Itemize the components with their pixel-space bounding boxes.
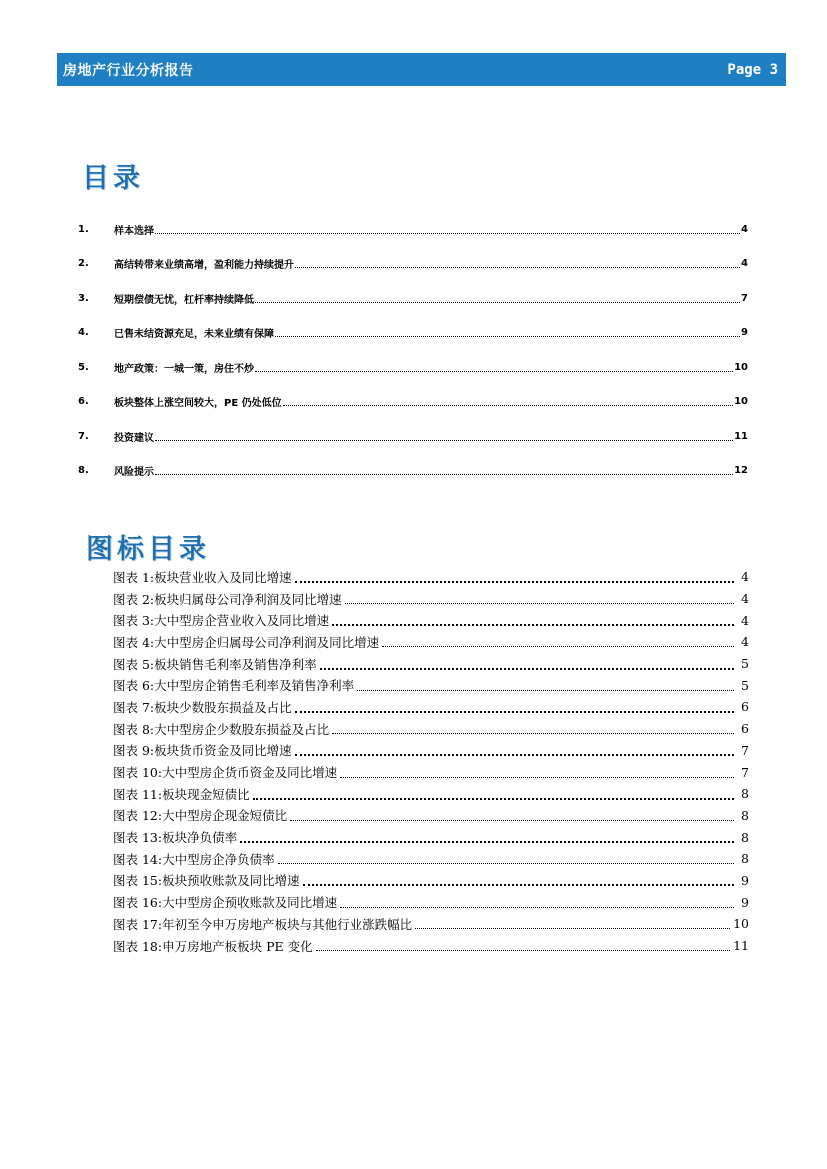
figure-item[interactable] [113,653,749,675]
dot-leader [278,863,734,864]
figure-item[interactable] [113,848,749,870]
dot-leader [155,440,733,441]
figure-item-page: 4 [741,569,749,585]
toc-item-page: 11 [734,430,748,442]
figure-item-label: 图表 9:板块货币资金及同比增速 [113,743,292,759]
toc-item-number: 2. [78,258,89,270]
figure-item-label: 图表 15:板块预收账款及同比增速 [113,873,300,889]
figure-item-page: 6 [741,721,749,737]
toc-item-title: 地产政策：一城一策，房住不炒 [114,363,254,375]
toc-item-number: 4. [78,327,89,339]
report-title: 房地产行业分析报告 [63,62,194,79]
toc-item-title: 已售未结资源充足，未来业绩有保障 [114,329,274,341]
figure-item-label: 图表 1:板块营业收入及同比增速 [113,569,292,585]
dot-leader [415,928,730,929]
figure-item-label: 图表 2:板块归属母公司净利润及同比增速 [113,591,342,607]
figure-item-label: 图表 10:大中型房企货币资金及同比增速 [113,765,338,781]
page-number: Page 3 [727,61,778,78]
toc-item-title: 样本选择 [114,225,154,237]
figure-item-label: 图表 11:板块现金短债比 [113,786,250,802]
figure-item-label: 图表 14:大中型房企净负债率 [113,851,275,867]
figure-item[interactable] [113,566,749,588]
dot-leader [332,624,734,626]
figure-item-page: 4 [741,591,749,607]
figure-list-heading: 图标目录 [86,534,210,565]
figure-item-page: 4 [741,634,749,650]
figure-item-label: 图表 12:大中型房企现金短债比 [113,808,288,824]
figure-item-label: 图表 6:大中型房企销售毛利率及销售净利率 [113,678,355,694]
figure-item[interactable] [113,870,749,892]
toc-item-number: 3. [78,292,89,304]
figure-item-label: 图表 5:板块销售毛利率及销售净利率 [113,656,317,672]
toc-item[interactable] [78,247,748,282]
dot-leader [275,336,740,337]
figure-item[interactable] [113,674,749,696]
toc-item-page: 4 [741,223,748,235]
figure-list [113,566,749,956]
figure-item-label: 图表 16:大中型房企预收账款及同比增速 [113,895,338,911]
toc-item-page: 4 [741,258,748,270]
figure-item-page: 7 [741,742,749,758]
toc-heading: 目录 [82,163,144,194]
figure-item[interactable] [113,783,749,805]
toc-item[interactable] [78,316,748,351]
figure-item[interactable] [113,761,749,783]
toc-item[interactable] [78,212,748,247]
toc-item-page: 9 [741,327,748,339]
toc-item-number: 7. [78,430,89,442]
figure-item[interactable] [113,740,749,762]
figure-item[interactable] [113,609,749,631]
dot-leader [155,474,733,475]
figure-item-page: 8 [741,829,749,845]
dot-leader [316,950,731,951]
figure-item-page: 8 [741,851,749,867]
figure-item[interactable] [113,805,749,827]
figure-item-label: 图表 18:申万房地产板板块 PE 变化 [113,938,313,954]
toc-item-number: 1. [78,223,89,235]
figure-item-label: 图表 17:年初至今申万房地产板块与其他行业涨跌幅比 [113,916,413,932]
toc-item-page: 12 [734,465,748,477]
figure-item-page: 4 [741,612,749,628]
toc-item[interactable] [78,350,748,385]
toc-item-title: 高结转带来业绩高增，盈利能力持续提升 [114,260,294,272]
toc-item[interactable] [78,385,748,420]
dot-leader [295,581,734,583]
toc-item[interactable] [78,281,748,316]
toc-item-title: 短期偿债无忧，杠杆率持续降低 [114,294,254,306]
figure-item-label: 图表 3:大中型房企营业收入及同比增速 [113,613,330,629]
figure-item[interactable] [113,826,749,848]
figure-item-page: 9 [741,872,749,888]
dot-leader [295,267,740,268]
toc-item-page: 10 [734,361,748,373]
figure-item-page: 11 [733,938,749,954]
dot-leader [155,233,740,234]
toc-item-number: 8. [78,465,89,477]
dot-leader [283,405,733,406]
dot-leader [332,733,734,734]
figure-item[interactable] [113,588,749,610]
header-bar [57,53,786,86]
dot-leader [295,754,734,756]
dot-leader [240,841,734,843]
toc-item-title: 投资建议 [114,432,154,444]
toc-item[interactable] [78,419,748,454]
figure-item[interactable] [113,631,749,653]
dot-leader [253,798,734,800]
toc-item[interactable] [78,454,748,489]
figure-item-label: 图表 7:板块少数股东损益及占比 [113,699,292,715]
toc-item-title: 板块整体上涨空间较大，PE 仍处低位 [114,398,282,410]
figure-item-page: 9 [741,894,749,910]
dot-leader [382,646,734,647]
figure-item-page: 6 [741,699,749,715]
figure-item-page: 5 [741,656,749,672]
dot-leader [303,884,734,886]
figure-item-label: 图表 4:大中型房企归属母公司净利润及同比增速 [113,634,380,650]
dot-leader [255,302,740,303]
dot-leader [357,690,734,691]
toc-item-number: 5. [78,361,89,373]
dot-leader [340,907,734,908]
toc-list [78,212,748,488]
dot-leader [295,711,734,713]
toc-item-page: 10 [734,396,748,408]
dot-leader [290,820,734,821]
figure-item-page: 10 [733,916,749,932]
dot-leader [340,777,734,778]
figure-item-page: 5 [741,677,749,693]
figure-item[interactable] [113,935,749,957]
figure-item[interactable] [113,696,749,718]
figure-item[interactable] [113,718,749,740]
figure-item-label: 图表 8:大中型房企少数股东损益及占比 [113,721,330,737]
figure-item-page: 8 [741,786,749,802]
toc-item-title: 风险提示 [114,467,154,479]
figure-item-page: 7 [741,764,749,780]
toc-item-number: 6. [78,396,89,408]
dot-leader [320,668,734,670]
figure-item-page: 8 [741,807,749,823]
dot-leader [255,371,733,372]
dot-leader [345,603,734,604]
figure-item-label: 图表 13:板块净负债率 [113,830,238,846]
toc-item-page: 7 [741,292,748,304]
figure-item[interactable] [113,891,749,913]
figure-item[interactable] [113,913,749,935]
